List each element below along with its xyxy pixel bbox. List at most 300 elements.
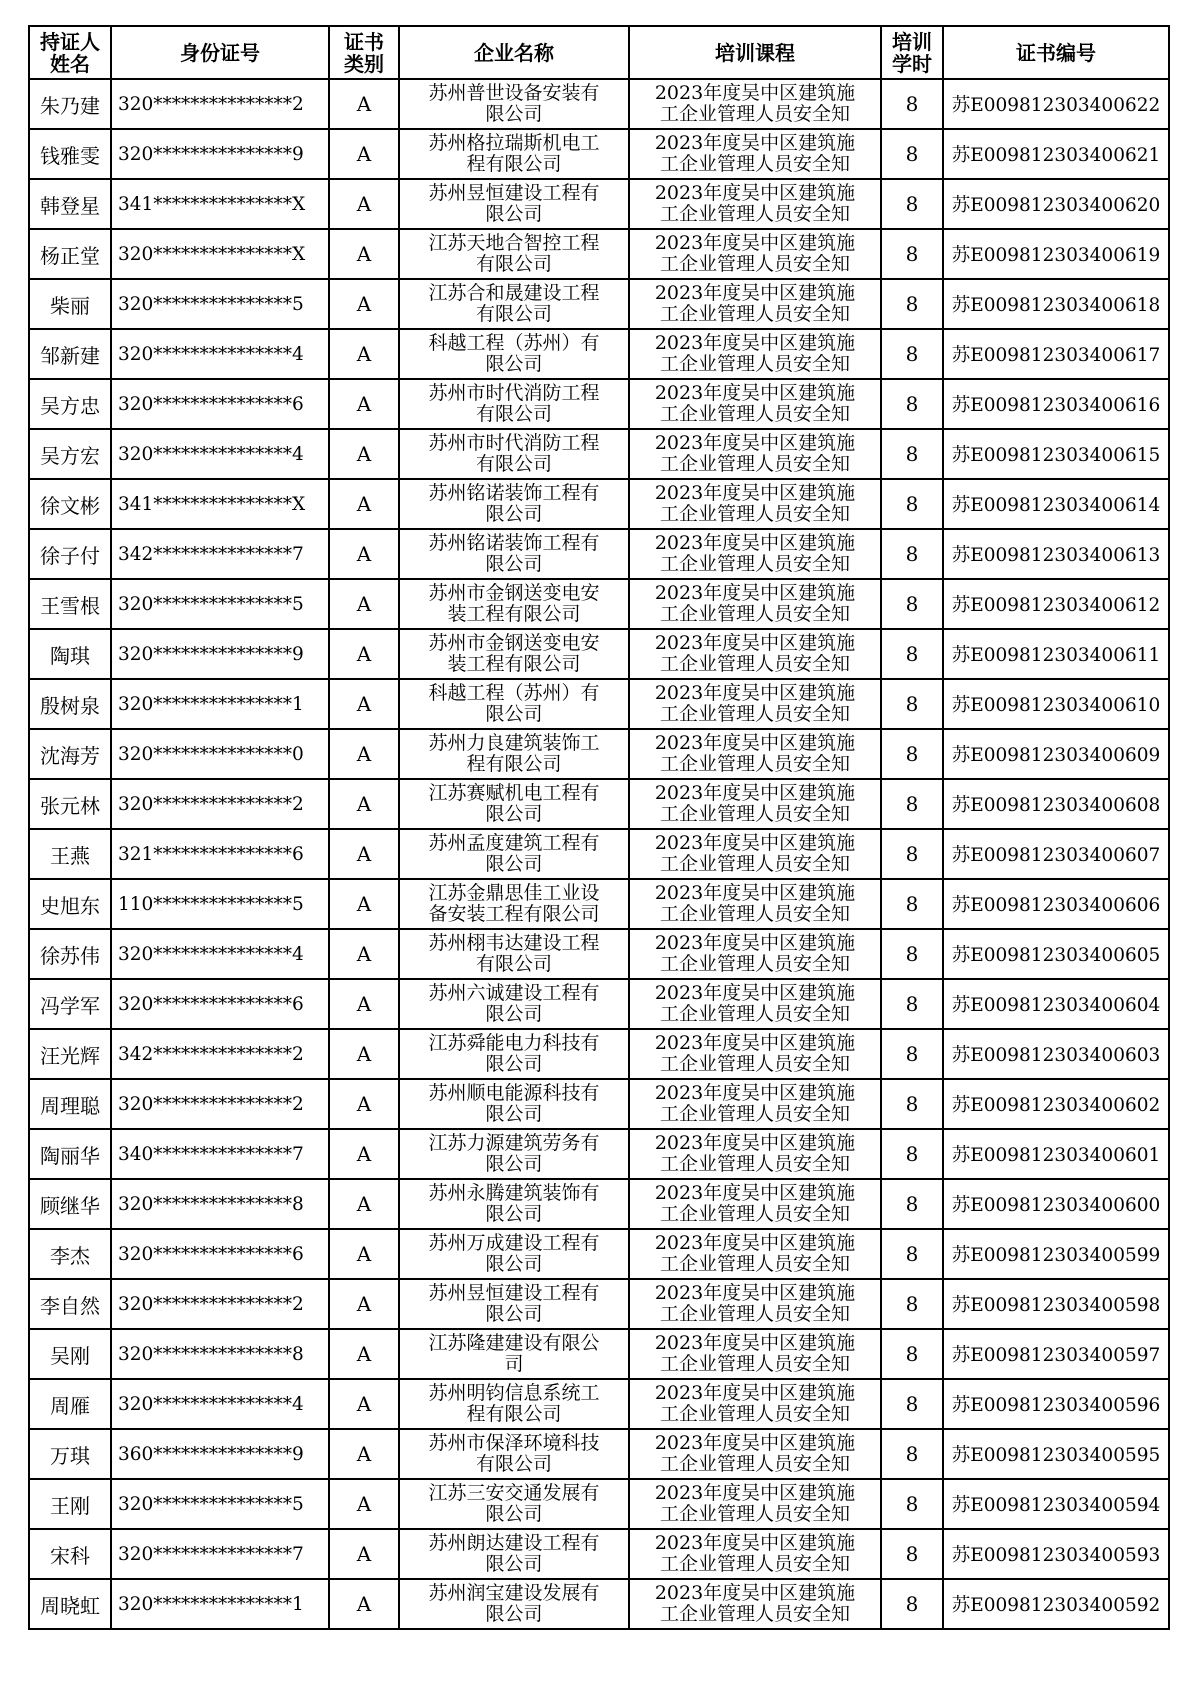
- company-cell: [399, 1279, 629, 1329]
- training-hours-cell: 8: [881, 429, 943, 479]
- company-line1: 苏州铭诺装饰工程有: [428, 533, 600, 554]
- company-cell: [399, 1129, 629, 1179]
- company-line1: 苏州昱恒建设工程有: [428, 183, 600, 204]
- holder-name-cell: 宋科: [29, 1529, 111, 1579]
- cert-number-cell: 苏E009812303400600: [943, 1179, 1169, 1229]
- holder-name-cell: 张元林: [29, 779, 111, 829]
- holder-name-cell: 吴方宏: [29, 429, 111, 479]
- table-row: [29, 479, 1169, 529]
- company-line2: 限公司: [485, 1153, 543, 1175]
- course-line1: 2023年度吴中区建筑施: [654, 183, 856, 204]
- table-header-row: [29, 26, 1169, 79]
- header-holder-name: [29, 26, 111, 79]
- company-cell: [399, 1329, 629, 1379]
- cert-type-cell: A: [329, 979, 399, 1029]
- company-cell: [399, 279, 629, 329]
- course-line2: 工企业管理人员安全知: [659, 903, 850, 925]
- company-cell: [399, 1579, 629, 1629]
- course-line2: 工企业管理人员安全知: [659, 953, 850, 975]
- company-line1: 江苏隆建建设有限公: [428, 1333, 600, 1354]
- id-number-cell: 320***************2: [111, 1079, 329, 1129]
- id-number-cell: 320***************9: [111, 129, 329, 179]
- course-cell: [629, 529, 881, 579]
- table-row: [29, 379, 1169, 429]
- company-line1: 苏州市时代消防工程: [428, 433, 600, 454]
- table-row: [29, 1529, 1169, 1579]
- holder-name-cell: 顾继华: [29, 1179, 111, 1229]
- course-line1: 2023年度吴中区建筑施: [654, 783, 856, 804]
- table-row: [29, 1579, 1169, 1629]
- cert-type-cell: A: [329, 379, 399, 429]
- course-line1: 2023年度吴中区建筑施: [654, 1283, 856, 1304]
- id-number-cell: 320***************4: [111, 329, 329, 379]
- cert-type-cell: A: [329, 229, 399, 279]
- cert-number-cell: 苏E009812303400605: [943, 929, 1169, 979]
- company-line2: 限公司: [485, 353, 543, 375]
- cert-type-cell: A: [329, 179, 399, 229]
- course-line2: 工企业管理人员安全知: [659, 1103, 850, 1125]
- cert-number-cell: 苏E009812303400599: [943, 1229, 1169, 1279]
- course-cell: [629, 1079, 881, 1129]
- header-cert-type: [329, 26, 399, 79]
- company-line2: 限公司: [485, 1503, 543, 1525]
- course-cell: [629, 579, 881, 629]
- header-cert-type-line1: 证书: [344, 29, 384, 54]
- company-cell: [399, 879, 629, 929]
- company-cell: [399, 1479, 629, 1529]
- certificate-table: [28, 25, 1170, 1630]
- company-line1: 苏州普世设备安装有: [428, 83, 600, 104]
- table-row: [29, 1229, 1169, 1279]
- training-hours-cell: 8: [881, 129, 943, 179]
- course-line2: 工企业管理人员安全知: [659, 353, 850, 375]
- table-row: [29, 529, 1169, 579]
- training-hours-cell: 8: [881, 279, 943, 329]
- holder-name-cell: 钱雅雯: [29, 129, 111, 179]
- course-line2: 工企业管理人员安全知: [659, 853, 850, 875]
- course-line1: 2023年度吴中区建筑施: [654, 733, 856, 754]
- holder-name-cell: 周雁: [29, 1379, 111, 1429]
- course-line2: 工企业管理人员安全知: [659, 303, 850, 325]
- holder-name-cell: 陶琪: [29, 629, 111, 679]
- id-number-cell: 320***************7: [111, 1529, 329, 1579]
- cert-number-cell: 苏E009812303400595: [943, 1429, 1169, 1479]
- cert-number-cell: 苏E009812303400607: [943, 829, 1169, 879]
- company-line1: 苏州朗达建设工程有: [428, 1533, 600, 1554]
- cert-type-cell: A: [329, 1229, 399, 1279]
- company-line2: 程有限公司: [466, 1403, 562, 1425]
- training-hours-cell: 8: [881, 479, 943, 529]
- holder-name-cell: 王刚: [29, 1479, 111, 1529]
- course-line1: 2023年度吴中区建筑施: [654, 483, 856, 504]
- holder-name-cell: 邹新建: [29, 329, 111, 379]
- course-line2: 工企业管理人员安全知: [659, 1403, 850, 1425]
- course-line2: 工企业管理人员安全知: [659, 153, 850, 175]
- company-line2: 限公司: [485, 1053, 543, 1075]
- company-cell: [399, 1529, 629, 1579]
- course-line1: 2023年度吴中区建筑施: [654, 1383, 856, 1404]
- course-line1: 2023年度吴中区建筑施: [654, 83, 856, 104]
- cert-number-cell: 苏E009812303400604: [943, 979, 1169, 1029]
- id-number-cell: 321***************6: [111, 829, 329, 879]
- company-line1: 苏州明钧信息系统工: [428, 1383, 600, 1404]
- header-hours-line2: 学时: [892, 51, 932, 76]
- cert-type-cell: A: [329, 1529, 399, 1579]
- company-line1: 苏州万成建设工程有: [428, 1233, 600, 1254]
- company-line2: 限公司: [485, 1603, 543, 1625]
- company-line1: 苏州市金钢送变电安: [428, 583, 600, 604]
- company-line1: 苏州六诚建设工程有: [428, 983, 600, 1004]
- cert-type-cell: A: [329, 129, 399, 179]
- company-line1: 苏州顺电能源科技有: [428, 1083, 600, 1104]
- course-cell: [629, 979, 881, 1029]
- company-line2: 有限公司: [475, 953, 552, 975]
- course-cell: [629, 479, 881, 529]
- course-line1: 2023年度吴中区建筑施: [654, 1533, 856, 1554]
- holder-name-cell: 徐子付: [29, 529, 111, 579]
- table-row: [29, 229, 1169, 279]
- table-body: [29, 79, 1169, 1629]
- company-line1: 科越工程（苏州）有: [428, 333, 600, 354]
- table-row: [29, 329, 1169, 379]
- table-row: [29, 1029, 1169, 1079]
- company-cell: [399, 1429, 629, 1479]
- id-number-cell: 320***************5: [111, 579, 329, 629]
- training-hours-cell: 8: [881, 1129, 943, 1179]
- company-line1: 苏州昱恒建设工程有: [428, 1283, 600, 1304]
- company-cell: [399, 229, 629, 279]
- course-line1: 2023年度吴中区建筑施: [654, 883, 856, 904]
- company-cell: [399, 429, 629, 479]
- cert-number-cell: 苏E009812303400619: [943, 229, 1169, 279]
- id-number-cell: 320***************4: [111, 1379, 329, 1429]
- holder-name-cell: 王燕: [29, 829, 111, 879]
- training-hours-cell: 8: [881, 929, 943, 979]
- cert-number-cell: 苏E009812303400593: [943, 1529, 1169, 1579]
- cert-number-cell: 苏E009812303400608: [943, 779, 1169, 829]
- id-number-cell: 320***************0: [111, 729, 329, 779]
- id-number-cell: 360***************9: [111, 1429, 329, 1479]
- course-line1: 2023年度吴中区建筑施: [654, 533, 856, 554]
- training-hours-cell: 8: [881, 629, 943, 679]
- course-line1: 2023年度吴中区建筑施: [654, 433, 856, 454]
- company-line1: 苏州格拉瑞斯机电工: [428, 133, 600, 154]
- header-company: 企业名称: [399, 26, 629, 79]
- company-cell: [399, 979, 629, 1029]
- table-row: [29, 829, 1169, 879]
- cert-number-cell: 苏E009812303400597: [943, 1329, 1169, 1379]
- cert-number-cell: 苏E009812303400596: [943, 1379, 1169, 1429]
- table-row: [29, 1279, 1169, 1329]
- holder-name-cell: 汪光辉: [29, 1029, 111, 1079]
- course-cell: [629, 1029, 881, 1079]
- course-line1: 2023年度吴中区建筑施: [654, 1183, 856, 1204]
- course-line1: 2023年度吴中区建筑施: [654, 683, 856, 704]
- holder-name-cell: 殷树泉: [29, 679, 111, 729]
- table-row: [29, 279, 1169, 329]
- course-cell: [629, 1529, 881, 1579]
- company-cell: [399, 1029, 629, 1079]
- holder-name-cell: 冯学军: [29, 979, 111, 1029]
- holder-name-cell: 李自然: [29, 1279, 111, 1329]
- cert-type-cell: A: [329, 1429, 399, 1479]
- holder-name-cell: 周晓虹: [29, 1579, 111, 1629]
- cert-type-cell: A: [329, 779, 399, 829]
- company-line1: 苏州力良建筑装饰工: [428, 733, 600, 754]
- id-number-cell: 320***************5: [111, 1479, 329, 1529]
- table-row: [29, 929, 1169, 979]
- holder-name-cell: 韩登星: [29, 179, 111, 229]
- cert-type-cell: A: [329, 579, 399, 629]
- header-cert-type-line2: 类别: [344, 51, 384, 76]
- table-row: [29, 679, 1169, 729]
- table-row: [29, 1079, 1169, 1129]
- table-row: [29, 629, 1169, 679]
- training-hours-cell: 8: [881, 829, 943, 879]
- course-cell: [629, 129, 881, 179]
- course-cell: [629, 729, 881, 779]
- cert-number-cell: 苏E009812303400598: [943, 1279, 1169, 1329]
- cert-number-cell: 苏E009812303400621: [943, 129, 1169, 179]
- course-line2: 工企业管理人员安全知: [659, 1303, 850, 1325]
- course-line2: 工企业管理人员安全知: [659, 1453, 850, 1475]
- course-line1: 2023年度吴中区建筑施: [654, 333, 856, 354]
- company-line2: 装工程有限公司: [447, 603, 581, 625]
- course-cell: [629, 1129, 881, 1179]
- company-line1: 苏州永腾建筑装饰有: [428, 1183, 600, 1204]
- table-row: [29, 79, 1169, 129]
- training-hours-cell: 8: [881, 1429, 943, 1479]
- id-number-cell: 320***************8: [111, 1179, 329, 1229]
- certificate-list-sheet: [28, 25, 1170, 1630]
- holder-name-cell: 吴方忠: [29, 379, 111, 429]
- training-hours-cell: 8: [881, 729, 943, 779]
- id-number-cell: 320***************2: [111, 779, 329, 829]
- holder-name-cell: 柴丽: [29, 279, 111, 329]
- company-line1: 苏州铭诺装饰工程有: [428, 483, 600, 504]
- course-cell: [629, 1429, 881, 1479]
- company-line2: 有限公司: [475, 253, 552, 275]
- training-hours-cell: 8: [881, 679, 943, 729]
- course-line1: 2023年度吴中区建筑施: [654, 283, 856, 304]
- id-number-cell: 110***************5: [111, 879, 329, 929]
- course-cell: [629, 1379, 881, 1429]
- course-line2: 工企业管理人员安全知: [659, 1153, 850, 1175]
- company-line2: 限公司: [485, 1553, 543, 1575]
- company-cell: [399, 1179, 629, 1229]
- training-hours-cell: 8: [881, 329, 943, 379]
- company-cell: [399, 329, 629, 379]
- training-hours-cell: 8: [881, 1279, 943, 1329]
- header-holder-name-line2: 姓名: [50, 51, 90, 76]
- company-line1: 江苏舜能电力科技有: [428, 1033, 600, 1054]
- holder-name-cell: 杨正堂: [29, 229, 111, 279]
- course-line2: 工企业管理人员安全知: [659, 553, 850, 575]
- company-line1: 江苏三安交通发展有: [428, 1483, 600, 1504]
- cert-type-cell: A: [329, 279, 399, 329]
- company-line2: 限公司: [485, 1003, 543, 1025]
- cert-number-cell: 苏E009812303400594: [943, 1479, 1169, 1529]
- course-line2: 工企业管理人员安全知: [659, 653, 850, 675]
- course-line2: 工企业管理人员安全知: [659, 703, 850, 725]
- table-row: [29, 1129, 1169, 1179]
- id-number-cell: 320***************6: [111, 379, 329, 429]
- company-line2: 有限公司: [475, 1453, 552, 1475]
- header-course: 培训课程: [629, 26, 881, 79]
- course-cell: [629, 279, 881, 329]
- course-cell: [629, 1179, 881, 1229]
- cert-type-cell: A: [329, 879, 399, 929]
- company-line2: 程有限公司: [466, 153, 562, 175]
- holder-name-cell: 万琪: [29, 1429, 111, 1479]
- id-number-cell: 320***************X: [111, 229, 329, 279]
- cert-number-cell: 苏E009812303400617: [943, 329, 1169, 379]
- course-cell: [629, 879, 881, 929]
- course-line1: 2023年度吴中区建筑施: [654, 583, 856, 604]
- course-line2: 工企业管理人员安全知: [659, 1353, 850, 1375]
- id-number-cell: 320***************6: [111, 1229, 329, 1279]
- table-row: [29, 779, 1169, 829]
- course-line2: 工企业管理人员安全知: [659, 203, 850, 225]
- training-hours-cell: 8: [881, 1179, 943, 1229]
- company-cell: [399, 529, 629, 579]
- course-line1: 2023年度吴中区建筑施: [654, 983, 856, 1004]
- id-number-cell: 320***************1: [111, 1579, 329, 1629]
- cert-type-cell: A: [329, 679, 399, 729]
- course-line2: 工企业管理人员安全知: [659, 1503, 850, 1525]
- cert-type-cell: A: [329, 829, 399, 879]
- company-line2: 有限公司: [475, 453, 552, 475]
- course-line1: 2023年度吴中区建筑施: [654, 1433, 856, 1454]
- course-cell: [629, 379, 881, 429]
- course-cell: [629, 1479, 881, 1529]
- holder-name-cell: 李杰: [29, 1229, 111, 1279]
- holder-name-cell: 周理聪: [29, 1079, 111, 1129]
- course-line1: 2023年度吴中区建筑施: [654, 633, 856, 654]
- holder-name-cell: 吴刚: [29, 1329, 111, 1379]
- company-line2: 司: [504, 1353, 524, 1375]
- cert-number-cell: 苏E009812303400611: [943, 629, 1169, 679]
- cert-type-cell: A: [329, 1129, 399, 1179]
- course-line2: 工企业管理人员安全知: [659, 253, 850, 275]
- company-line2: 限公司: [485, 553, 543, 575]
- course-line1: 2023年度吴中区建筑施: [654, 1583, 856, 1604]
- company-cell: [399, 929, 629, 979]
- course-line2: 工企业管理人员安全知: [659, 603, 850, 625]
- cert-number-cell: 苏E009812303400609: [943, 729, 1169, 779]
- training-hours-cell: 8: [881, 1379, 943, 1429]
- cert-number-cell: 苏E009812303400620: [943, 179, 1169, 229]
- company-cell: [399, 829, 629, 879]
- id-number-cell: 340***************7: [111, 1129, 329, 1179]
- course-cell: [629, 1279, 881, 1329]
- course-cell: [629, 1229, 881, 1279]
- course-line2: 工企业管理人员安全知: [659, 503, 850, 525]
- course-line1: 2023年度吴中区建筑施: [654, 1033, 856, 1054]
- company-cell: [399, 779, 629, 829]
- company-line2: 限公司: [485, 1103, 543, 1125]
- cert-number-cell: 苏E009812303400614: [943, 479, 1169, 529]
- cert-number-cell: 苏E009812303400592: [943, 1579, 1169, 1629]
- cert-number-cell: 苏E009812303400610: [943, 679, 1169, 729]
- table-row: [29, 729, 1169, 779]
- cert-number-cell: 苏E009812303400601: [943, 1129, 1169, 1179]
- course-line2: 工企业管理人员安全知: [659, 453, 850, 475]
- cert-type-cell: A: [329, 629, 399, 679]
- company-line1: 苏州润宝建设发展有: [428, 1583, 600, 1604]
- training-hours-cell: 8: [881, 229, 943, 279]
- training-hours-cell: 8: [881, 1079, 943, 1129]
- cert-number-cell: 苏E009812303400616: [943, 379, 1169, 429]
- company-cell: [399, 1379, 629, 1429]
- header-hours: [881, 26, 943, 79]
- id-number-cell: 320***************8: [111, 1329, 329, 1379]
- company-line1: 江苏力源建筑劳务有: [428, 1133, 600, 1154]
- company-line1: 江苏金鼎思佳工业设: [428, 883, 600, 904]
- holder-name-cell: 朱乃建: [29, 79, 111, 129]
- id-number-cell: 320***************6: [111, 979, 329, 1029]
- course-line1: 2023年度吴中区建筑施: [654, 133, 856, 154]
- table-row: [29, 879, 1169, 929]
- cert-type-cell: A: [329, 1029, 399, 1079]
- cert-number-cell: 苏E009812303400612: [943, 579, 1169, 629]
- training-hours-cell: 8: [881, 179, 943, 229]
- company-line2: 装工程有限公司: [447, 653, 581, 675]
- course-line1: 2023年度吴中区建筑施: [654, 1233, 856, 1254]
- company-line1: 江苏赛赋机电工程有: [428, 783, 600, 804]
- training-hours-cell: 8: [881, 1229, 943, 1279]
- cert-type-cell: A: [329, 1479, 399, 1529]
- training-hours-cell: 8: [881, 579, 943, 629]
- holder-name-cell: 陶丽华: [29, 1129, 111, 1179]
- cert-type-cell: A: [329, 729, 399, 779]
- company-line1: 江苏天地合智控工程: [428, 233, 600, 254]
- holder-name-cell: 徐苏伟: [29, 929, 111, 979]
- company-line1: 苏州栩韦达建设工程: [428, 933, 600, 954]
- company-cell: [399, 629, 629, 679]
- company-cell: [399, 479, 629, 529]
- table-row: [29, 579, 1169, 629]
- course-line2: 工企业管理人员安全知: [659, 803, 850, 825]
- training-hours-cell: 8: [881, 779, 943, 829]
- holder-name-cell: 沈海芳: [29, 729, 111, 779]
- course-line2: 工企业管理人员安全知: [659, 1203, 850, 1225]
- course-line1: 2023年度吴中区建筑施: [654, 1483, 856, 1504]
- course-line2: 工企业管理人员安全知: [659, 1253, 850, 1275]
- training-hours-cell: 8: [881, 979, 943, 1029]
- cert-type-cell: A: [329, 429, 399, 479]
- cert-number-cell: 苏E009812303400606: [943, 879, 1169, 929]
- company-cell: [399, 579, 629, 629]
- cert-type-cell: A: [329, 1279, 399, 1329]
- course-line2: 工企业管理人员安全知: [659, 1003, 850, 1025]
- cert-type-cell: A: [329, 1579, 399, 1629]
- table-row: [29, 979, 1169, 1029]
- course-cell: [629, 779, 881, 829]
- company-line2: 有限公司: [475, 403, 552, 425]
- course-cell: [629, 1579, 881, 1629]
- company-line1: 苏州市时代消防工程: [428, 383, 600, 404]
- course-cell: [629, 1329, 881, 1379]
- training-hours-cell: 8: [881, 379, 943, 429]
- course-cell: [629, 679, 881, 729]
- course-cell: [629, 229, 881, 279]
- table-row: [29, 429, 1169, 479]
- course-line1: 2023年度吴中区建筑施: [654, 1333, 856, 1354]
- company-line2: 程有限公司: [466, 753, 562, 775]
- cert-type-cell: A: [329, 1329, 399, 1379]
- training-hours-cell: 8: [881, 1329, 943, 1379]
